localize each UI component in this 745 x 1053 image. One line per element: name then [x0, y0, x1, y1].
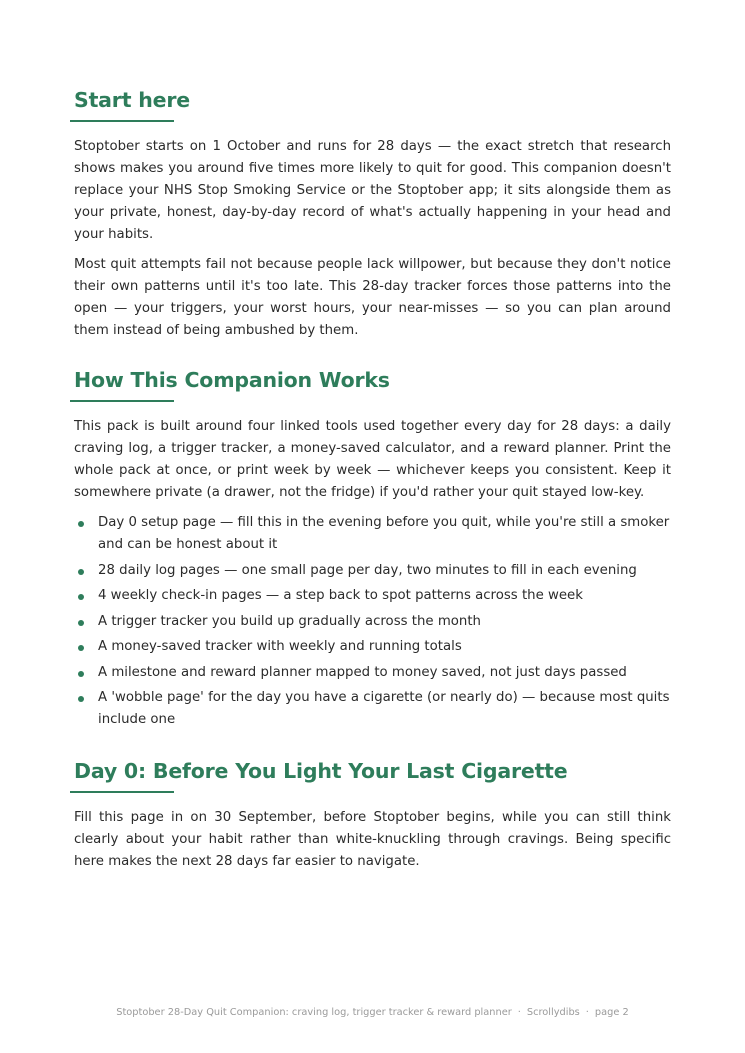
paragraph: This pack is built around four linked tools used together every day for 28 days: a daily craving log, a trigger tracker, a money-saved calculator, and a reward planner. Print the whole pack at once, or print week by week — whichever keeps you consistent. Keep it somewhere private (a drawer, not the fridge) if you'd rather your quit stayed low-key. — [74, 419, 671, 500]
bullet-dot-icon — [78, 645, 84, 651]
list-item-text: A money-saved tracker with weekly and running totals — [98, 639, 462, 654]
heading-underline — [70, 791, 174, 793]
section-heading: How This Companion Works — [74, 368, 390, 392]
list-item — [74, 611, 671, 633]
section-how-it-works — [74, 366, 671, 731]
list-item-text: A milestone and reward planner mapped to money saved, not just days passed — [98, 664, 627, 680]
list-item — [74, 687, 671, 731]
paragraph: Most quit attempts fail not because people lack willpower, but because they don't notice their own patterns until it's too late. This 28-day tracker forces those patterns into the open — your triggers, your worst hours, your near-misses — so you can plan around them instead of being ambushed by them. — [74, 257, 671, 338]
footer-separator: · — [517, 1007, 521, 1018]
heading-underline — [70, 400, 174, 402]
bullet-dot-icon — [78, 594, 84, 600]
feature-list — [74, 512, 671, 731]
list-item-text: Day 0 setup page — fill this in the evening before you quit, while you're still a smoker and can be honest about it — [98, 515, 670, 552]
list-item — [74, 662, 671, 684]
list-item-text: A 'wobble page' for the day you have a cigarette (or nearly do) — because most quits include one — [98, 690, 670, 727]
list-item-text: 28 daily log pages — one small page per day, two minutes to fill in each evening — [98, 562, 637, 578]
list-item-text: 4 weekly check-in pages — a step back to spot patterns across the week — [98, 588, 583, 603]
list-item — [74, 560, 671, 582]
list-item — [74, 512, 671, 556]
bullet-dot-icon — [78, 620, 84, 626]
section-start-here — [74, 86, 671, 342]
bullet-dot-icon — [78, 569, 84, 575]
bullet-dot-icon — [78, 671, 84, 677]
list-item-text: A trigger tracker you build up gradually across the month — [98, 613, 481, 629]
bullet-dot-icon — [78, 696, 84, 702]
footer-page-number: page 2 — [594, 1007, 629, 1018]
section-day-0 — [74, 757, 671, 873]
footer-brand: Scrollydibs — [526, 1007, 580, 1018]
footer-title: Stoptober 28-Day Quit Companion: craving log, trigger tracker & reward planner — [116, 1007, 512, 1018]
list-item — [74, 636, 671, 658]
document-page — [74, 86, 671, 881]
page-footer — [0, 1007, 745, 1018]
section-heading: Start here — [74, 88, 190, 112]
paragraph: Fill this page in on 30 September, before Stoptober begins, while you can still think clearly about your habit rather than white-knuckling through cravings. Being specific here makes the next 28 days far easier to navigate. — [74, 810, 671, 869]
section-heading: Day 0: Before You Light Your Last Cigarette — [74, 759, 568, 783]
heading-underline — [70, 120, 174, 122]
bullet-dot-icon — [78, 521, 84, 527]
footer-separator: · — [585, 1007, 589, 1018]
list-item — [74, 585, 671, 607]
paragraph: Stoptober starts on 1 October and runs for 28 days — the exact stretch that research shows makes you around five times more likely to quit for good. This companion doesn't replace your NHS Stop Smoking Service or the Stoptober app; it sits alongside them as your private, honest, day-by-day record of what's actually happening in your head and your habits. — [74, 139, 671, 242]
